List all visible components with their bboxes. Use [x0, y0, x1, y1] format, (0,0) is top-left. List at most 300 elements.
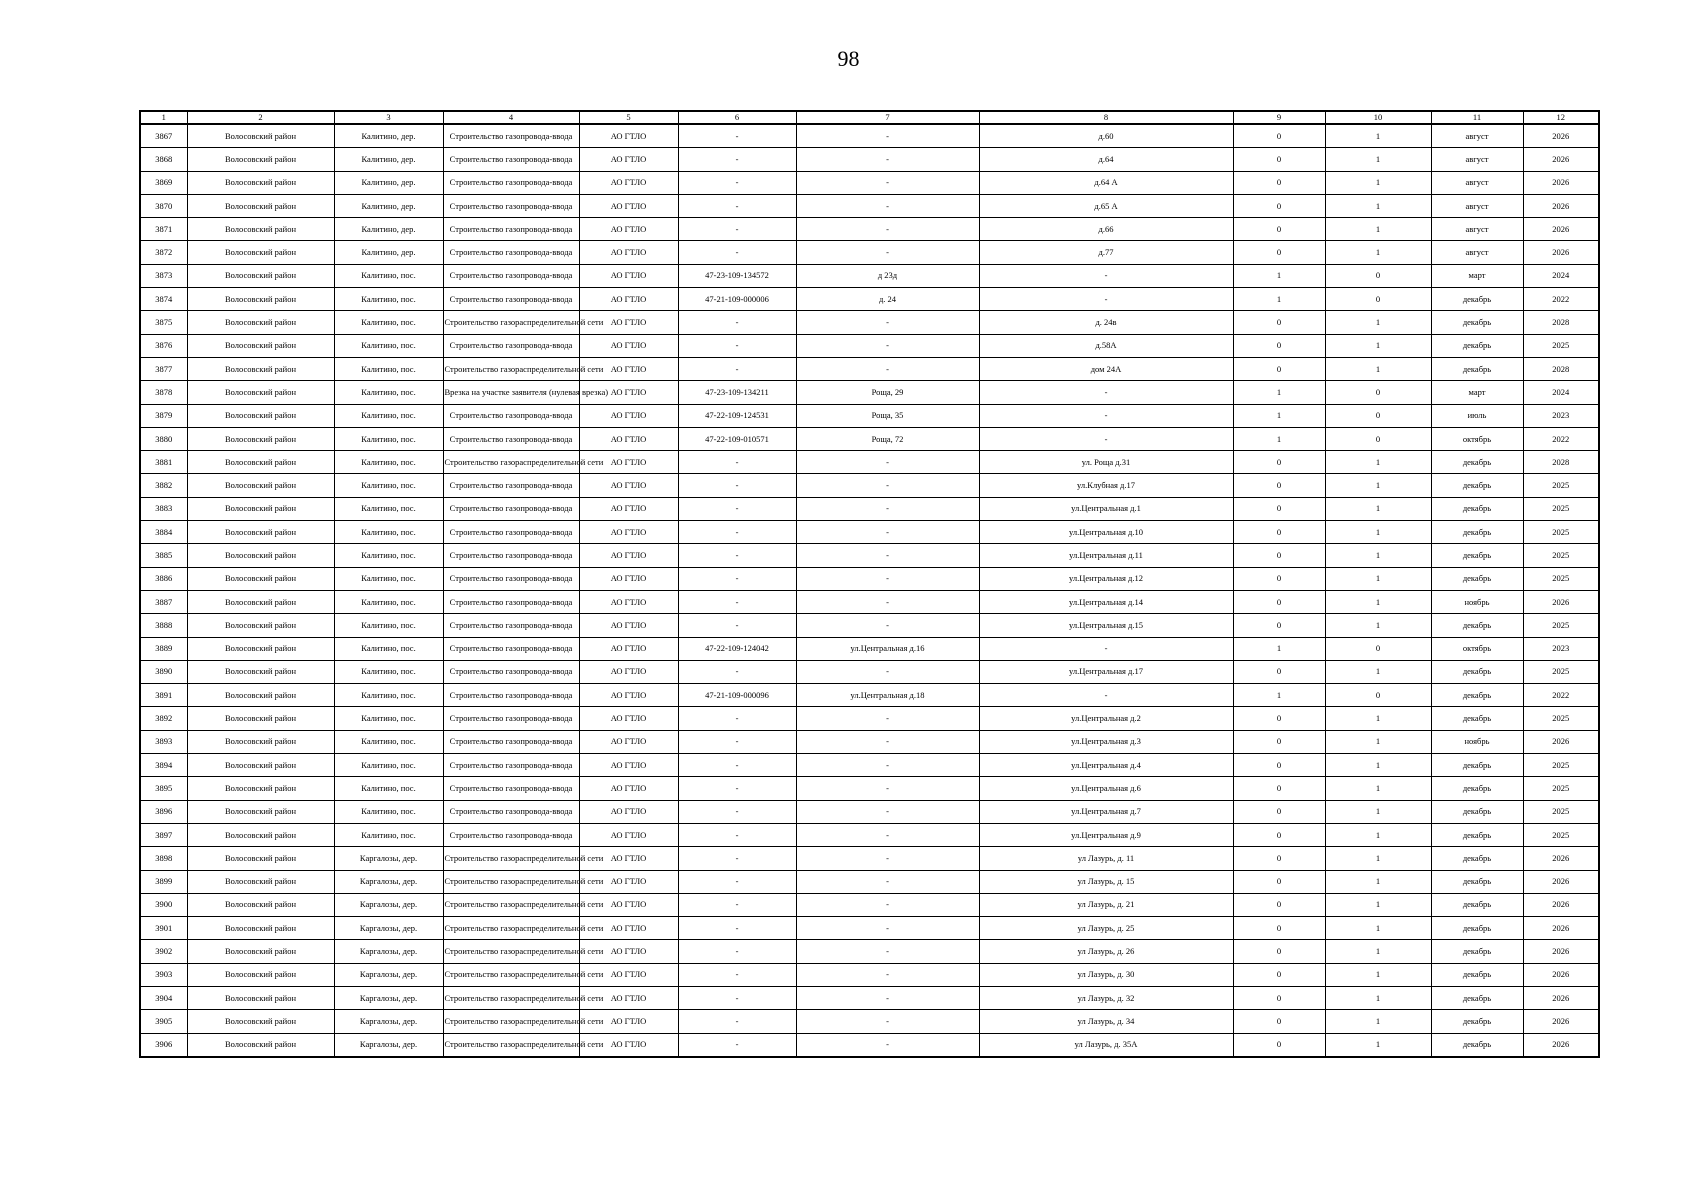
cell-district: Волосовский район: [187, 1033, 334, 1057]
column-header-10: 10: [1325, 111, 1431, 124]
cell-work-type: Строительство газопровода-ввода: [443, 707, 579, 730]
cell-month: декабрь: [1431, 754, 1523, 777]
cell-count-a: 0: [1233, 893, 1325, 916]
cell-year: 2026: [1523, 870, 1599, 893]
cell-count-a: 0: [1233, 544, 1325, 567]
cell-count-a: 1: [1233, 381, 1325, 404]
table-row: [140, 451, 1599, 474]
cell-organization: АО ГТЛО: [579, 893, 678, 916]
cell-district: Волосовский район: [187, 963, 334, 986]
cell-year: 2026: [1523, 986, 1599, 1009]
column-header-4: 4: [443, 111, 579, 124]
cell-count-a: 0: [1233, 497, 1325, 520]
cell-address-old: -: [796, 893, 979, 916]
cell-row-number: 3896: [140, 800, 187, 823]
table-row: [140, 870, 1599, 893]
cell-year: 2026: [1523, 148, 1599, 171]
column-header-6: 6: [678, 111, 796, 124]
cell-district: Волосовский район: [187, 521, 334, 544]
cell-address-old: -: [796, 451, 979, 474]
cell-cadastral-number: 47-22-109-124531: [678, 404, 796, 427]
cell-organization: АО ГТЛО: [579, 707, 678, 730]
cell-month: декабрь: [1431, 847, 1523, 870]
table-row: [140, 334, 1599, 357]
cell-settlement: Каргалозы, дер.: [334, 870, 443, 893]
cell-district: Волосовский район: [187, 614, 334, 637]
cell-cadastral-number: 47-22-109-010571: [678, 427, 796, 450]
cell-work-type: Строительство газопровода-ввода: [443, 404, 579, 427]
cell-work-type: Строительство газопровода-ввода: [443, 730, 579, 753]
cell-year: 2025: [1523, 521, 1599, 544]
cell-settlement: Каргалозы, дер.: [334, 893, 443, 916]
cell-organization: АО ГТЛО: [579, 241, 678, 264]
cell-address-old: -: [796, 521, 979, 544]
cell-count-b: 1: [1325, 194, 1431, 217]
table-row: [140, 381, 1599, 404]
cell-work-type: Строительство газопровода-ввода: [443, 614, 579, 637]
cell-settlement: Калитино, пос.: [334, 567, 443, 590]
cell-address: ул.Центральная д.7: [979, 800, 1233, 823]
table-row: [140, 567, 1599, 590]
column-header-3: 3: [334, 111, 443, 124]
cell-cadastral-number: -: [678, 567, 796, 590]
cell-year: 2026: [1523, 194, 1599, 217]
cell-month: август: [1431, 148, 1523, 171]
cell-organization: АО ГТЛО: [579, 754, 678, 777]
cell-count-a: 0: [1233, 870, 1325, 893]
cell-work-type: Строительство газораспределительной сети: [443, 893, 579, 916]
cell-work-type: Строительство газопровода-ввода: [443, 800, 579, 823]
cell-count-b: 1: [1325, 474, 1431, 497]
cell-organization: АО ГТЛО: [579, 544, 678, 567]
cell-cadastral-number: -: [678, 940, 796, 963]
cell-count-a: 0: [1233, 590, 1325, 613]
cell-district: Волосовский район: [187, 777, 334, 800]
cell-count-b: 1: [1325, 241, 1431, 264]
cell-row-number: 3881: [140, 451, 187, 474]
cell-address: ул.Центральная д.12: [979, 567, 1233, 590]
cell-work-type: Строительство газопровода-ввода: [443, 684, 579, 707]
cell-work-type: Строительство газопровода-ввода: [443, 427, 579, 450]
cell-row-number: 3873: [140, 264, 187, 287]
cell-address: д.64 А: [979, 171, 1233, 194]
cell-cadastral-number: -: [678, 148, 796, 171]
cell-organization: АО ГТЛО: [579, 614, 678, 637]
cell-count-b: 1: [1325, 497, 1431, 520]
cell-cadastral-number: -: [678, 847, 796, 870]
cell-month: декабрь: [1431, 521, 1523, 544]
cell-organization: АО ГТЛО: [579, 847, 678, 870]
cell-month: декабрь: [1431, 544, 1523, 567]
table-row: [140, 218, 1599, 241]
table-row: [140, 171, 1599, 194]
cell-address: -: [979, 404, 1233, 427]
cell-row-number: 3898: [140, 847, 187, 870]
table-row: [140, 963, 1599, 986]
cell-address: ул.Центральная д.10: [979, 521, 1233, 544]
cell-year: 2025: [1523, 707, 1599, 730]
cell-cadastral-number: -: [678, 544, 796, 567]
cell-cadastral-number: -: [678, 590, 796, 613]
cell-district: Волосовский район: [187, 823, 334, 846]
cell-settlement: Калитино, пос.: [334, 544, 443, 567]
cell-count-b: 1: [1325, 357, 1431, 380]
cell-row-number: 3869: [140, 171, 187, 194]
cell-address-old: -: [796, 940, 979, 963]
cell-address-old: -: [796, 707, 979, 730]
cell-month: ноябрь: [1431, 590, 1523, 613]
cell-work-type: Строительство газопровода-ввода: [443, 241, 579, 264]
cell-month: декабрь: [1431, 357, 1523, 380]
cell-count-a: 0: [1233, 847, 1325, 870]
cell-address: -: [979, 684, 1233, 707]
cell-count-a: 0: [1233, 521, 1325, 544]
cell-address: -: [979, 381, 1233, 404]
cell-organization: АО ГТЛО: [579, 474, 678, 497]
cell-district: Волосовский район: [187, 124, 334, 148]
cell-row-number: 3874: [140, 288, 187, 311]
cell-work-type: Строительство газораспределительной сети: [443, 870, 579, 893]
cell-settlement: Калитино, пос.: [334, 754, 443, 777]
cell-year: 2025: [1523, 800, 1599, 823]
cell-year: 2026: [1523, 917, 1599, 940]
cell-cadastral-number: -: [678, 357, 796, 380]
cell-count-b: 1: [1325, 171, 1431, 194]
cell-year: 2025: [1523, 544, 1599, 567]
cell-organization: АО ГТЛО: [579, 357, 678, 380]
cell-row-number: 3871: [140, 218, 187, 241]
cell-settlement: Калитино, пос.: [334, 357, 443, 380]
cell-settlement: Калитино, дер.: [334, 194, 443, 217]
cell-organization: АО ГТЛО: [579, 590, 678, 613]
cell-address-old: -: [796, 963, 979, 986]
cell-address-old: -: [796, 1033, 979, 1057]
cell-settlement: Калитино, пос.: [334, 311, 443, 334]
cell-district: Волосовский район: [187, 730, 334, 753]
cell-cadastral-number: -: [678, 124, 796, 148]
table-row: [140, 777, 1599, 800]
cell-row-number: 3878: [140, 381, 187, 404]
cell-work-type: Строительство газопровода-ввода: [443, 171, 579, 194]
cell-settlement: Калитино, пос.: [334, 590, 443, 613]
cell-settlement: Калитино, пос.: [334, 730, 443, 753]
cell-month: октябрь: [1431, 427, 1523, 450]
cell-district: Волосовский район: [187, 404, 334, 427]
cell-row-number: 3902: [140, 940, 187, 963]
cell-settlement: Калитино, пос.: [334, 427, 443, 450]
cell-count-b: 1: [1325, 334, 1431, 357]
table-row: [140, 917, 1599, 940]
cell-address-old: -: [796, 474, 979, 497]
cell-count-a: 0: [1233, 614, 1325, 637]
cell-organization: АО ГТЛО: [579, 404, 678, 427]
table-row: [140, 194, 1599, 217]
cell-count-b: 1: [1325, 963, 1431, 986]
cell-year: 2022: [1523, 684, 1599, 707]
cell-address: ул Лазурь, д. 26: [979, 940, 1233, 963]
cell-organization: АО ГТЛО: [579, 660, 678, 683]
cell-count-a: 1: [1233, 404, 1325, 427]
cell-organization: АО ГТЛО: [579, 311, 678, 334]
cell-count-a: 0: [1233, 823, 1325, 846]
cell-row-number: 3870: [140, 194, 187, 217]
cell-organization: АО ГТЛО: [579, 777, 678, 800]
table-row: [140, 427, 1599, 450]
table-row: [140, 521, 1599, 544]
cell-work-type: Строительство газопровода-ввода: [443, 637, 579, 660]
cell-address-old: -: [796, 567, 979, 590]
cell-work-type: Строительство газораспределительной сети: [443, 357, 579, 380]
cell-address-old: Роща, 72: [796, 427, 979, 450]
cell-count-b: 1: [1325, 311, 1431, 334]
cell-row-number: 3880: [140, 427, 187, 450]
cell-address-old: -: [796, 194, 979, 217]
cell-settlement: Калитино, дер.: [334, 171, 443, 194]
cell-count-b: 0: [1325, 404, 1431, 427]
cell-address-old: -: [796, 590, 979, 613]
cell-organization: АО ГТЛО: [579, 1033, 678, 1057]
cell-count-a: 0: [1233, 1033, 1325, 1057]
cell-address-old: -: [796, 870, 979, 893]
cell-address: ул.Центральная д.17: [979, 660, 1233, 683]
cell-count-b: 0: [1325, 427, 1431, 450]
table-row: [140, 264, 1599, 287]
cell-work-type: Строительство газопровода-ввода: [443, 264, 579, 287]
cell-row-number: 3903: [140, 963, 187, 986]
column-header-7: 7: [796, 111, 979, 124]
cell-district: Волосовский район: [187, 590, 334, 613]
cell-address-old: -: [796, 614, 979, 637]
cell-address: ул.Центральная д.15: [979, 614, 1233, 637]
cell-organization: АО ГТЛО: [579, 940, 678, 963]
cell-month: декабрь: [1431, 334, 1523, 357]
cell-organization: АО ГТЛО: [579, 288, 678, 311]
cell-count-a: 0: [1233, 357, 1325, 380]
cell-work-type: Строительство газораспределительной сети: [443, 311, 579, 334]
cell-district: Волосовский район: [187, 171, 334, 194]
cell-settlement: Каргалозы, дер.: [334, 1010, 443, 1033]
cell-year: 2026: [1523, 893, 1599, 916]
cell-year: 2028: [1523, 357, 1599, 380]
cell-month: август: [1431, 218, 1523, 241]
cell-work-type: Строительство газораспределительной сети: [443, 847, 579, 870]
cell-district: Волосовский район: [187, 917, 334, 940]
cell-settlement: Калитино, пос.: [334, 497, 443, 520]
cell-district: Волосовский район: [187, 707, 334, 730]
cell-address: дом 24А: [979, 357, 1233, 380]
cell-settlement: Калитино, пос.: [334, 660, 443, 683]
table-row: [140, 357, 1599, 380]
cell-row-number: 3901: [140, 917, 187, 940]
cell-count-b: 1: [1325, 614, 1431, 637]
column-header-1: 1: [140, 111, 187, 124]
cell-address-old: -: [796, 357, 979, 380]
cell-work-type: Строительство газопровода-ввода: [443, 497, 579, 520]
cell-settlement: Калитино, пос.: [334, 451, 443, 474]
cell-work-type: Строительство газопровода-ввода: [443, 194, 579, 217]
cell-month: октябрь: [1431, 637, 1523, 660]
table-row: [140, 544, 1599, 567]
cell-address: ул.Центральная д.4: [979, 754, 1233, 777]
cell-year: 2026: [1523, 730, 1599, 753]
cell-address: ул Лазурь, д. 11: [979, 847, 1233, 870]
cell-settlement: Калитино, пос.: [334, 334, 443, 357]
cell-row-number: 3868: [140, 148, 187, 171]
cell-row-number: 3889: [140, 637, 187, 660]
cell-address-old: -: [796, 148, 979, 171]
cell-work-type: Строительство газопровода-ввода: [443, 567, 579, 590]
cell-work-type: Строительство газораспределительной сети: [443, 1010, 579, 1033]
cell-row-number: 3905: [140, 1010, 187, 1033]
cell-district: Волосовский район: [187, 427, 334, 450]
cell-year: 2026: [1523, 1033, 1599, 1057]
cell-organization: АО ГТЛО: [579, 194, 678, 217]
cell-work-type: Строительство газопровода-ввода: [443, 148, 579, 171]
cell-organization: АО ГТЛО: [579, 148, 678, 171]
table-row: [140, 940, 1599, 963]
table-row: [140, 311, 1599, 334]
cell-count-a: 0: [1233, 707, 1325, 730]
cell-count-b: 1: [1325, 893, 1431, 916]
cell-work-type: Строительство газопровода-ввода: [443, 218, 579, 241]
cell-district: Волосовский район: [187, 847, 334, 870]
cell-year: 2025: [1523, 567, 1599, 590]
cell-count-a: 0: [1233, 124, 1325, 148]
table-row: [140, 730, 1599, 753]
cell-work-type: Строительство газопровода-ввода: [443, 124, 579, 148]
cell-year: 2023: [1523, 637, 1599, 660]
cell-month: март: [1431, 381, 1523, 404]
cell-address: -: [979, 264, 1233, 287]
cell-count-b: 1: [1325, 707, 1431, 730]
cell-address-old: -: [796, 660, 979, 683]
table-row: [140, 660, 1599, 683]
cell-settlement: Калитино, пос.: [334, 404, 443, 427]
cell-count-b: 1: [1325, 567, 1431, 590]
cell-row-number: 3890: [140, 660, 187, 683]
cell-work-type: Строительство газопровода-ввода: [443, 521, 579, 544]
cell-cadastral-number: -: [678, 241, 796, 264]
table-body: [140, 124, 1599, 1057]
cell-count-b: 1: [1325, 544, 1431, 567]
table-row: [140, 1010, 1599, 1033]
cell-count-a: 0: [1233, 660, 1325, 683]
cell-district: Волосовский район: [187, 1010, 334, 1033]
cell-count-b: 1: [1325, 823, 1431, 846]
cell-address: ул.Клубная д.17: [979, 474, 1233, 497]
cell-month: декабрь: [1431, 777, 1523, 800]
cell-count-b: 1: [1325, 730, 1431, 753]
column-header-11: 11: [1431, 111, 1523, 124]
cell-work-type: Строительство газопровода-ввода: [443, 823, 579, 846]
cell-count-b: 1: [1325, 148, 1431, 171]
cell-address-old: -: [796, 823, 979, 846]
cell-cadastral-number: -: [678, 1033, 796, 1057]
cell-cadastral-number: -: [678, 986, 796, 1009]
cell-settlement: Каргалозы, дер.: [334, 940, 443, 963]
cell-district: Волосовский район: [187, 451, 334, 474]
cell-count-b: 1: [1325, 754, 1431, 777]
cell-settlement: Каргалозы, дер.: [334, 963, 443, 986]
cell-settlement: Калитино, пос.: [334, 800, 443, 823]
cell-year: 2026: [1523, 847, 1599, 870]
cell-work-type: Строительство газопровода-ввода: [443, 754, 579, 777]
cell-district: Волосовский район: [187, 544, 334, 567]
cell-address-old: -: [796, 218, 979, 241]
cell-month: август: [1431, 241, 1523, 264]
cell-address: ул Лазурь, д. 32: [979, 986, 1233, 1009]
cell-year: 2024: [1523, 264, 1599, 287]
cell-cadastral-number: -: [678, 194, 796, 217]
cell-row-number: 3882: [140, 474, 187, 497]
cell-address-old: -: [796, 986, 979, 1009]
cell-month: декабрь: [1431, 497, 1523, 520]
cell-month: август: [1431, 171, 1523, 194]
cell-address-old: д 23д: [796, 264, 979, 287]
cell-cadastral-number: -: [678, 800, 796, 823]
cell-month: декабрь: [1431, 684, 1523, 707]
cell-cadastral-number: 47-23-109-134572: [678, 264, 796, 287]
cell-count-a: 1: [1233, 427, 1325, 450]
cell-year: 2025: [1523, 497, 1599, 520]
cell-district: Волосовский район: [187, 381, 334, 404]
cell-count-b: 1: [1325, 1033, 1431, 1057]
cell-settlement: Калитино, пос.: [334, 823, 443, 846]
cell-work-type: Врезка на участке заявителя (нулевая врезка): [443, 381, 579, 404]
cell-address-old: -: [796, 497, 979, 520]
table-row: [140, 148, 1599, 171]
cell-count-a: 0: [1233, 334, 1325, 357]
cell-address-old: -: [796, 730, 979, 753]
cell-count-b: 0: [1325, 637, 1431, 660]
cell-address: д.60: [979, 124, 1233, 148]
cell-address: д.58А: [979, 334, 1233, 357]
cell-settlement: Калитино, пос.: [334, 684, 443, 707]
cell-organization: АО ГТЛО: [579, 986, 678, 1009]
cell-address: ул.Центральная д.9: [979, 823, 1233, 846]
cell-district: Волосовский район: [187, 754, 334, 777]
cell-year: 2025: [1523, 614, 1599, 637]
cell-count-a: 0: [1233, 777, 1325, 800]
cell-district: Волосовский район: [187, 288, 334, 311]
cell-month: декабрь: [1431, 1010, 1523, 1033]
cell-address: д.66: [979, 218, 1233, 241]
cell-district: Волосовский район: [187, 474, 334, 497]
cell-month: март: [1431, 264, 1523, 287]
cell-count-a: 0: [1233, 963, 1325, 986]
cell-organization: АО ГТЛО: [579, 684, 678, 707]
cell-cadastral-number: -: [678, 963, 796, 986]
cell-count-a: 0: [1233, 148, 1325, 171]
cell-year: 2026: [1523, 218, 1599, 241]
cell-district: Волосовский район: [187, 940, 334, 963]
cell-cadastral-number: -: [678, 311, 796, 334]
cell-address: ул.Центральная д.6: [979, 777, 1233, 800]
cell-month: декабрь: [1431, 870, 1523, 893]
cell-cadastral-number: -: [678, 614, 796, 637]
table-row: [140, 474, 1599, 497]
cell-count-a: 0: [1233, 730, 1325, 753]
cell-row-number: 3883: [140, 497, 187, 520]
cell-organization: АО ГТЛО: [579, 870, 678, 893]
table-row: [140, 800, 1599, 823]
cell-month: август: [1431, 124, 1523, 148]
cell-month: декабрь: [1431, 893, 1523, 916]
cell-settlement: Калитино, пос.: [334, 614, 443, 637]
cell-address: ул.Центральная д.1: [979, 497, 1233, 520]
cell-year: 2026: [1523, 124, 1599, 148]
cell-address: ул.Центральная д.2: [979, 707, 1233, 730]
